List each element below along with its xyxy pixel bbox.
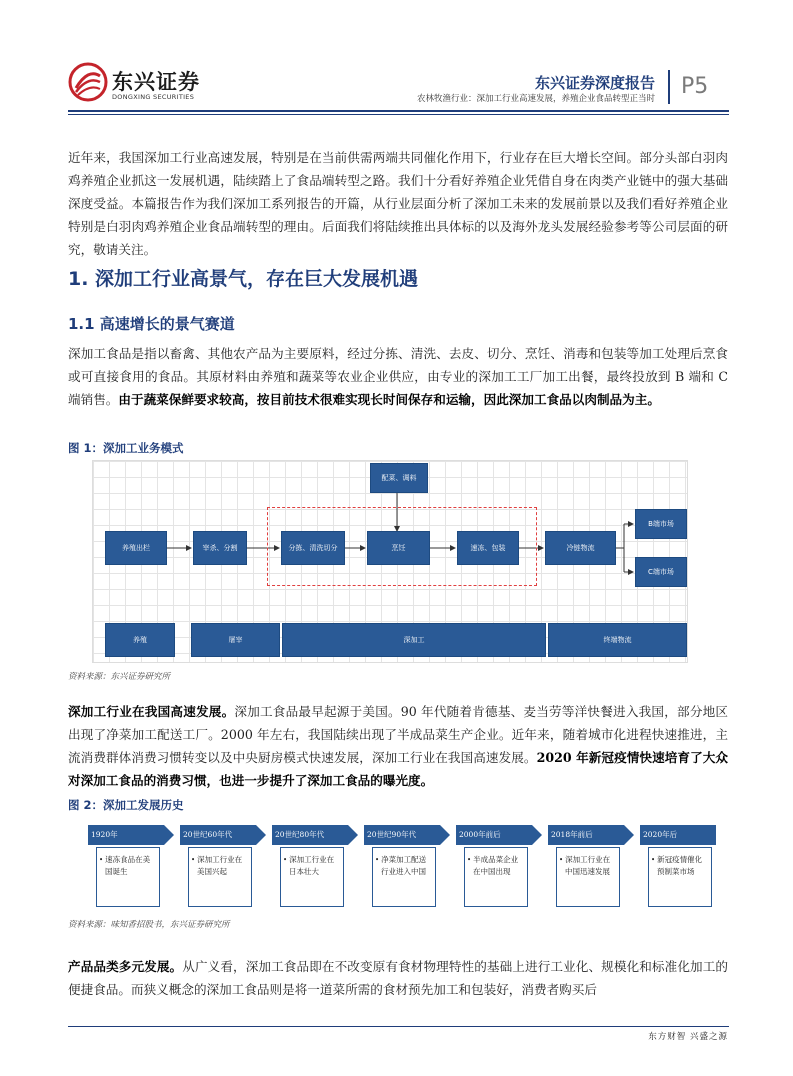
box-slaughter: 宰杀、分割 [193,531,247,565]
box-cooking: 烹饪 [367,531,430,565]
stage-farming: 养殖 [105,623,175,657]
product-text: 从广义看，深加工食品即在不改变原有食材物理特性的基础上进行工业化、规模化和标准化加工的便捷食品。而狭义概念的深加工食品则是将一道菜所需的食材预先加工和包装好，消费者购买后 [68,959,729,997]
history-bold-lead: 深加工行业在我国高速发展。 [68,704,235,719]
stage-deep-processing: 深加工 [282,623,546,657]
timeline-event-7: • 新冠疫情催化预制菜市场 [648,847,712,907]
header-rule [68,110,729,112]
business-model-diagram [92,460,688,663]
history-paragraph [68,700,728,792]
timeline-year-3: 20世纪80年代 [275,830,325,839]
stage-slaughter: 屠宰 [191,623,280,657]
timeline-year-6: 2018年前后 [551,830,593,839]
bullet-icon: • [191,856,196,864]
figure-1-caption: 图 1：深加工业务模式 [68,441,184,455]
history-text: 深加工食品最早起源于美国。90 年代随着肯德基、麦当劳等洋快餐进入我国，部分地区出现了净菜加工配送工厂。2000 年左右，我国陆续出现了半成品菜生产企业。近年来，随着城市化进程快速推进，主流消费群体消费习惯转变以及中央厨房模式快速发展，深加工行业在我国高速发展。 [68,704,729,765]
box-c-market: C端市场 [635,557,687,587]
box-freezing: 速冻、包装 [457,531,519,565]
box-b-market: B端市场 [635,509,687,539]
timeline-event-1: • 速冻食品在美国诞生 [96,847,160,907]
timeline-event-2: • 深加工行业在美国兴起 [188,847,252,907]
stage-terminal-logistics: 终端物流 [548,623,687,657]
timeline-year-5: 2000年前后 [459,830,501,839]
logo-text-cn: 东兴证券 [112,70,200,94]
timeline-event-5: • 半成品菜企业在中国出现 [464,847,528,907]
timeline-year-7: 2020年后 [643,830,678,839]
bullet-icon: • [467,856,472,864]
figure-2-caption: 图 2：深加工发展历史 [68,798,184,812]
header-rule-thin [68,114,729,115]
definition-bold-text: 由于蔬菜保鲜要求较高，按目前技术很难实现长时间保存和运输，因此深加工食品以肉制品为主。 [118,392,660,407]
box-seasoning: 配菜、调料 [370,463,428,493]
figure-1-source: 资料来源：东兴证券研究所 [68,672,171,682]
section-1-heading: 1. 深加工行业高景气，存在巨大发展机遇 [68,268,419,290]
box-cold-chain: 冷链物流 [545,531,616,565]
timeline-event-4: • 净菜加工配送行业进入中国 [372,847,436,907]
header-divider [668,70,670,104]
history-bold-tail: 2020 年新冠疫情快速培育了大众对深加工食品的消费习惯，也进一步提升了深加工食品的曝光度。 [68,750,729,788]
timeline-year-1: 1920年 [91,830,118,839]
intro-paragraph: 近年来，我国深加工行业高速发展，特别是在当前供需两端共同催化作用下，行业存在巨大增长空间。部分头部白羽肉鸡养殖企业抓这一发展机遇，陆续踏上了食品端转型之路。我们十分看好养殖企业凭借自身在肉类产业链中的强大基础深度受益。本篇报告作为我们深加工系列报告的开篇，从行业层面分析了深加工未来的发展前景以及我们看好养殖企业特别是白羽肉鸡养殖企业食品端转型的理由。后面我们将陆续推出具体标的以及海外龙头发展经验参考等公司层面的研究，敬请关注。 [68,150,728,257]
timeline-event-6: • 深加工行业在中国迅速发展 [556,847,620,907]
bullet-icon: • [375,856,380,864]
page-number: P5 [681,74,709,99]
bullet-icon: • [283,856,288,864]
product-bold-lead: 产品品类多元发展。 [68,959,183,974]
bullet-icon: • [651,856,656,864]
timeline-event-3: • 深加工行业在日本壮大 [280,847,344,907]
bullet-icon: • [99,856,104,864]
company-logo [68,62,210,108]
footer-slogan: 东方财智 兴盛之源 [648,1032,728,1042]
logo-emblem-icon [68,62,108,102]
definition-text: 深加工食品是指以畜禽、其他农产品为主要原料，经过分拣、清洗、去皮、切分、烹饪、消毒和包装等加工处理后烹食或可直接食用的食品。其原材料由养殖和蔬菜等农业企业供应，由专业的深加工工厂加工出餐，最终投放到 B 端和 C 端销售。 [68,346,728,407]
box-sorting: 分拣、清洗切分 [281,531,345,565]
footer-rule [68,1026,729,1027]
figure-2-source: 资料来源：味知香招股书，东兴证券研究所 [68,920,230,930]
bullet-icon: • [559,856,564,864]
product-paragraph [68,955,728,1001]
report-subtitle: 农林牧渔行业：深加工行业高速发展，养殖企业食品转型正当时 [416,94,655,104]
development-timeline [88,825,718,910]
logo-text-en: DONGXING SECURITIES [112,93,195,101]
box-farming-out: 养殖出栏 [105,531,167,565]
definition-paragraph [68,342,728,411]
timeline-year-4: 20世纪90年代 [367,830,417,839]
timeline-year-2: 20世纪60年代 [183,830,233,839]
section-1-1-heading: 1.1 高速增长的景气赛道 [68,315,235,333]
report-title: 东兴证券深度报告 [534,74,655,92]
